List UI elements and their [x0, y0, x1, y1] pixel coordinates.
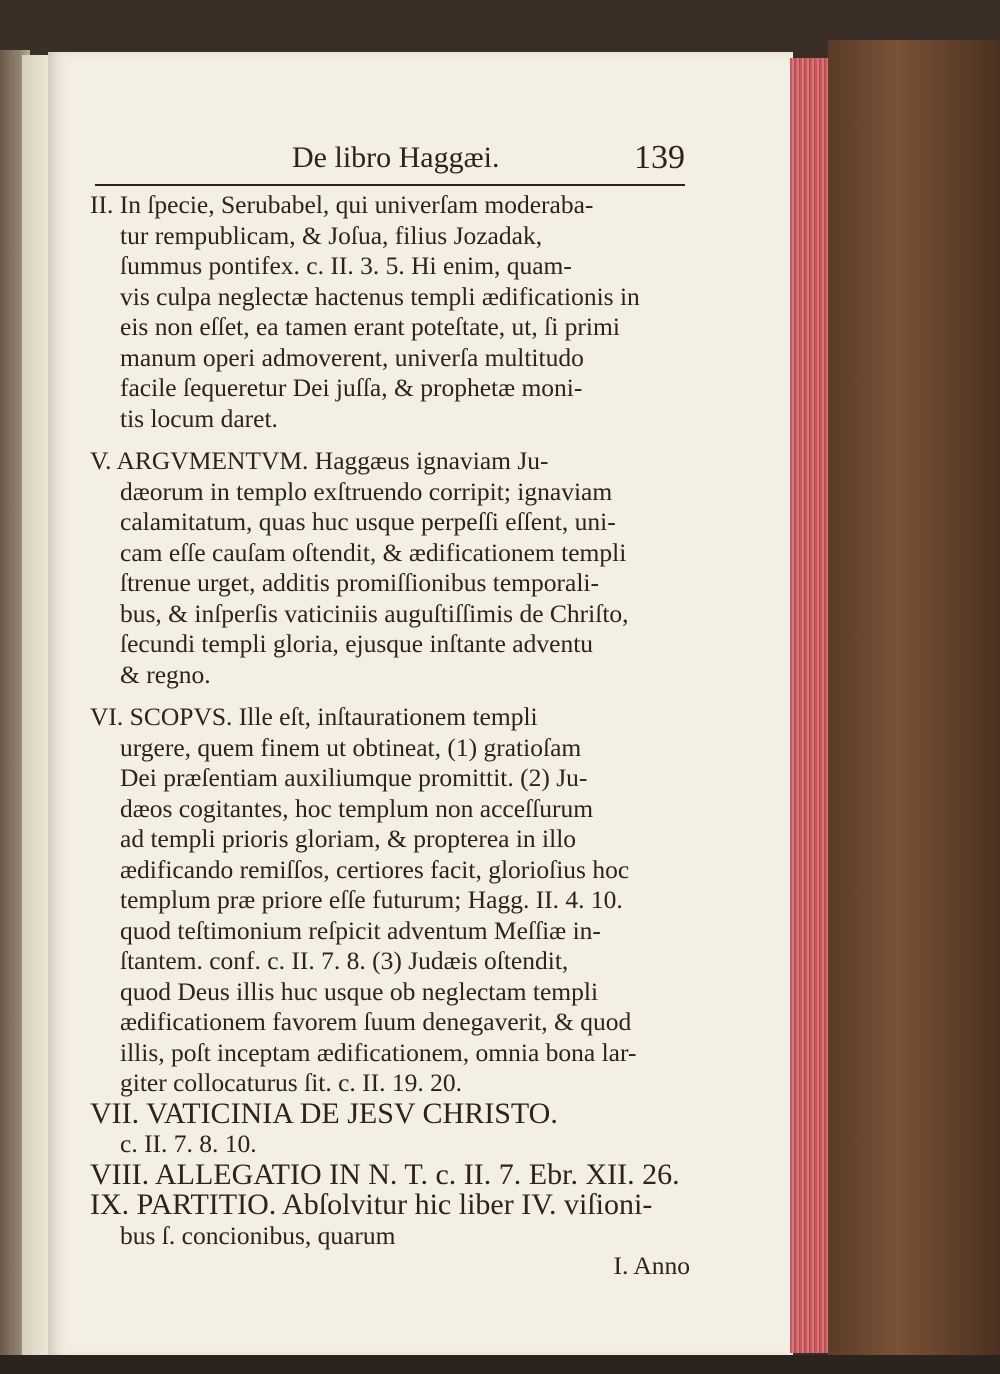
section-argumentum — [90, 446, 690, 690]
text-line: dæorum in templo exſtruendo corripit; ignaviam — [120, 476, 613, 506]
text-line: ſummus pontifex. c. II. 3. 5. Hi enim, quam- — [120, 251, 572, 280]
text-line: giter collocaturus ſit. c. II. 19. 20. — [120, 1068, 463, 1097]
text-line: & regno. — [120, 659, 211, 689]
text-line: II. In ſpecie, Serubabel, qui univerſam moderaba- — [90, 190, 594, 219]
section-heading-line: VII. VATICINIA DE JESV CHRISTO. — [90, 1096, 558, 1130]
text-line: bus ſ. concionibus, quarum — [120, 1220, 396, 1250]
text-line: ſtrenue urget, additis promiſſionibus temporali- — [120, 568, 599, 597]
catchword-block — [90, 1251, 690, 1282]
header-rule — [95, 184, 685, 186]
text-line: eis non eſſet, ea tamen erant poteſtate, ut, ſi primi — [120, 312, 620, 341]
text-line: ſecundi templi gloria, ejusque inſtante adventu — [120, 629, 594, 658]
text-line: templum præ priore eſſe futurum; Hagg. II. 4. 10. — [120, 885, 623, 914]
text-line: c. II. 7. 8. 10. — [120, 1129, 257, 1158]
text-line: ſtantem. conf. c. II. 7. 8. (3) Judæis oſtendit, — [120, 946, 569, 975]
section-specie — [90, 190, 690, 434]
text-line: quod Deus illis huc usque ob neglectam templi — [120, 976, 599, 1006]
page-text — [90, 190, 690, 1282]
text-line: ædificationem favorem ſuum denegaverit, & quod — [120, 1007, 632, 1036]
background-strip — [0, 1355, 1000, 1374]
text-line: tur rempublicam, & Joſua, filius Jozadak, — [120, 220, 543, 250]
text-line: ad templi prioris gloriam, & propterea in illo — [120, 824, 577, 853]
text-line: vis culpa neglectæ hactenus templi ædificationis in — [120, 281, 640, 311]
text-line: manum operi admoverent, univerſa multitudo — [120, 342, 584, 372]
section-heading-line: VIII. ALLEGATIO IN N. T. c. II. 7. Ebr. XII. 26. — [90, 1157, 680, 1191]
text-line: calamitatum, quas huc usque perpeſſi eſſent, uni- — [120, 507, 616, 536]
section-scopus — [90, 702, 690, 1099]
text-line: facile ſequeretur Dei juſſa, & prophetæ moni- — [120, 373, 583, 402]
section-partitio — [90, 1190, 690, 1251]
section-heading-line: IX. PARTITIO. Abſolvitur hic liber IV. viſioni- — [90, 1188, 653, 1221]
text-line: illis, poſt inceptam ædificationem, omnia bona lar- — [120, 1037, 637, 1067]
running-title: De libro Haggæi. — [292, 141, 500, 174]
text-line: cam eſſe cauſam oſtendit, & ædificationem templi — [120, 537, 627, 567]
section-heading-line: VI. SCOPVS. Ille eſt, inſtaurationem templi — [90, 702, 538, 731]
text-line: Dei præſentiam auxiliumque promittit. (2) Ju- — [120, 763, 588, 792]
text-line: bus, & inſperſis vaticiniis auguſtiſſimis de Chriſto, — [120, 598, 629, 628]
text-line: dæos cogitantes, hoc templum non acceſſurum — [120, 793, 594, 823]
running-header — [120, 135, 685, 185]
catchword: I. Anno — [613, 1251, 690, 1280]
red-page-edges — [790, 58, 830, 1353]
text-line: tis locum daret. — [120, 403, 278, 433]
section-heading-line: V. ARGVMENTVM. Haggæus ignaviam Ju- — [90, 446, 549, 475]
page-number: 139 — [634, 139, 685, 176]
text-line: urgere, quem finem ut obtineat, (1) gratioſam — [120, 732, 582, 762]
section-vaticinia — [90, 1096, 690, 1160]
section-allegatio — [90, 1157, 690, 1191]
text-line: quod teſtimonium reſpicit adventum Meſſiæ in- — [120, 915, 601, 945]
leather-cover — [828, 40, 1000, 1374]
text-line: ædificando remiſſos, certiores facit, glorioſius hoc — [120, 854, 630, 884]
